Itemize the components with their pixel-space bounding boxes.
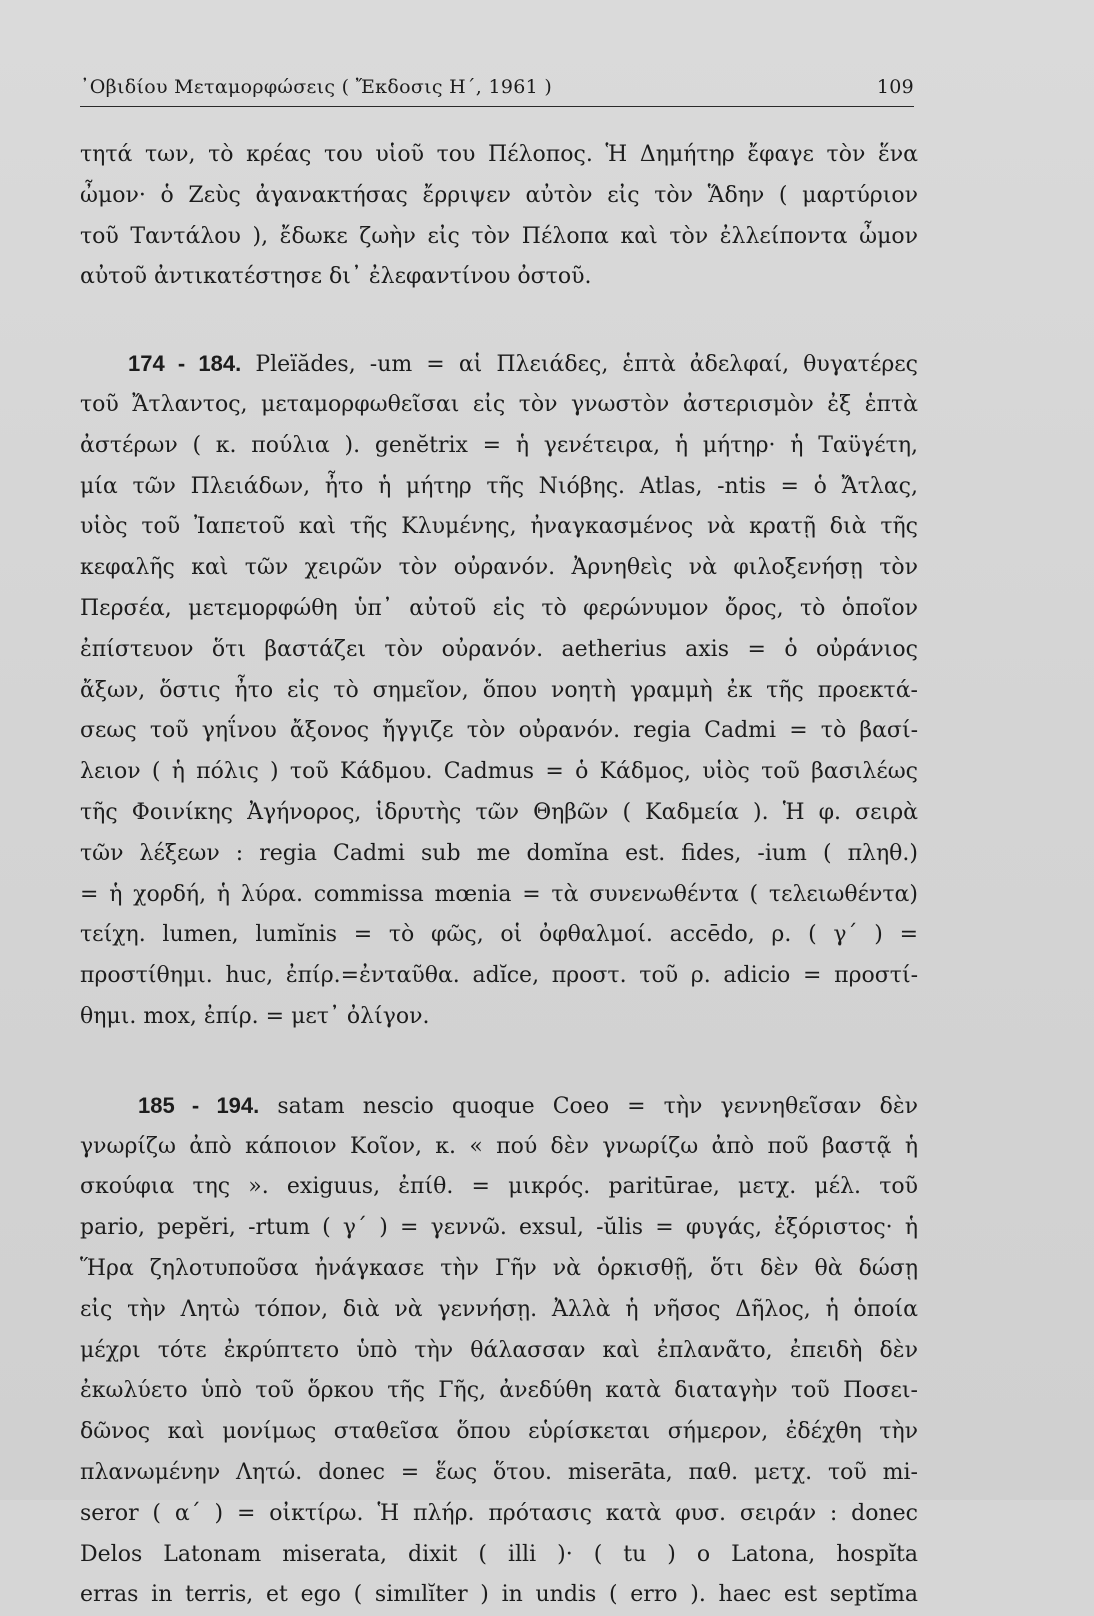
section-first-line bbox=[80, 1086, 918, 1127]
text-line: ἐπίστευον ὅτι βαστάζει τὸν οὐρανόν. aetherius axis = ὁ οὐράνιος bbox=[80, 636, 918, 662]
section-number: 174 - 184. bbox=[128, 351, 242, 377]
text-line: πλανωμένην Λητώ. donec = ἕως ὅτου. miserāta, παθ. μετχ. τοῦ mi- bbox=[80, 1459, 918, 1485]
text-line: τῆς Φοινίκης Ἀγήνορος, ἱδρυτὴς τῶν Θηβῶν ( Καδμεία ). Ἡ φ. σειρὰ bbox=[80, 799, 918, 825]
section-first-line-text: satam nescio quoque Coeo = τὴν γεννηθεῖσαν δὲν bbox=[277, 1093, 918, 1119]
text-line: Delos Latonam miserata, dixit ( illi )· ( tu ) o Latona, hospĭta bbox=[80, 1541, 918, 1567]
section-174-184 bbox=[80, 344, 918, 1038]
text-line: ἄξων, ὅστις ἦτο εἰς τὸ σημεῖον, ὅπου νοητὴ γραμμὴ ἐκ τῆς προεκτά- bbox=[80, 677, 918, 703]
text-line: σεως τοῦ γηΐνου ἄξονος ἤγγιζε τὸν οὐρανόν. regia Cadmi = τὸ βασί- bbox=[80, 718, 918, 744]
intro-paragraph bbox=[80, 135, 918, 298]
text-line: σκούφια της ». exiguus, ἐπίθ. = μικρός. paritūrae, μετχ. μέλ. τοῦ bbox=[80, 1174, 918, 1200]
text-line: δῶνος καὶ μονίμως σταθεῖσα ὅπου εὑρίσκεται σήμερον, ἐδέχθη τὴν bbox=[80, 1419, 918, 1445]
text-line: θημι. mox, ἐπίρ. = μετ᾿ ὀλίγον. bbox=[80, 1003, 430, 1029]
text-line: κεφαλῆς καὶ τῶν χειρῶν τὸν οὐρανόν. Ἀρνηθεὶς νὰ φιλοξενήσῃ τὸν bbox=[80, 555, 918, 581]
section-185-194 bbox=[80, 1086, 918, 1616]
text-line: μία τῶν Πλειάδων, ἦτο ἡ μήτηρ τῆς Νιόβης. Atlas, -ntis = ὁ Ἄτλας, bbox=[80, 473, 918, 499]
text-line: υἱὸς τοῦ Ἰαπετοῦ καὶ τῆς Κλυμένης, ἠναγκασμένος νὰ κρατῇ διὰ τῆς bbox=[80, 514, 918, 540]
text-line: τοῦ Ταντάλου ), ἔδωκε ζωὴν εἰς τὸν Πέλοπα καὶ τὸν ἐλλείποντα ὦμον bbox=[80, 223, 918, 249]
text-line: αὐτοῦ ἀντικατέστησε δι᾿ ἐλεφαντίνου ὀστοῦ. bbox=[80, 264, 592, 290]
section-first-line bbox=[80, 344, 918, 385]
text-line: μέχρι τότε ἐκρύπτετο ὑπὸ τὴν θάλασσαν καὶ ἐπλανᾶτο, ἐπειδὴ δὲν bbox=[80, 1337, 918, 1363]
section-first-line-text: Pleïădes, -um = αἱ Πλειάδες, ἑπτὰ ἀδελφαί, θυγατέρες bbox=[255, 352, 918, 378]
text-line: τείχη. lumen, lumĭnis = τὸ φῶς, οἱ ὀφθαλμοί. accēdo, ρ. ( γ΄ ) = bbox=[80, 922, 918, 948]
text-line: τῶν λέξεων : regia Cadmi sub me domĭna est. fides, -ium ( πληθ.) bbox=[80, 840, 918, 866]
text-line: ἀστέρων ( κ. πούλια ). genĕtrix = ἡ γενέτειρα, ἡ μήτηρ· ἡ Ταϋγέτη, bbox=[80, 432, 918, 458]
text-line: τοῦ Ἄτλαντος, μεταμορφωθεῖσαι εἰς τὸν γνωστὸν ἀστερισμὸν ἐξ ἑπτὰ bbox=[80, 391, 918, 417]
text-line: erras in terris, et ego ( simılĭter ) in undis ( erro ). haec est septĭma bbox=[80, 1582, 918, 1608]
text-line: = ἡ χορδή, ἡ λύρα. commissa mœnia = τὰ συνενωθέντα ( τελειωθέντα) bbox=[80, 881, 918, 907]
text-line: Ἥρα ζηλοτυποῦσα ἠνάγκασε τὴν Γῆν νὰ ὁρκισθῇ, ὅτι δὲν θὰ δώσῃ bbox=[80, 1255, 918, 1281]
text-line: προστίθημι. huc, ἐπίρ.=ἐνταῦθα. adĭce, προστ. τοῦ ρ. adicio = προστί- bbox=[80, 963, 918, 989]
text-line: λειον ( ἡ πόλις ) τοῦ Κάδμου. Cadmus = ὁ Κάδμος, υἱὸς τοῦ βασιλέως bbox=[80, 759, 918, 785]
text-line: ὦμον· ὁ Ζεὺς ἀγανακτήσας ἔρριψεν αὐτὸν εἰς τὸν Ἅδην ( μαρτύριον bbox=[80, 182, 918, 208]
text-line: γνωρίζω ἀπὸ κάποιον Κοῖον, κ. « πού δὲν γνωρίζω ἀπὸ ποῦ βαστᾷ ἡ bbox=[80, 1133, 918, 1159]
running-header bbox=[80, 72, 914, 107]
text-line: Περσέα, μετεμορφώθη ὑπ᾿ αὐτοῦ εἰς τὸ φερώνυμον ὄρος, τὸ ὁποῖον bbox=[80, 595, 918, 621]
page-number: 109 bbox=[876, 76, 914, 98]
text-line: seror ( α΄ ) = οἰκτίρω. Ἡ πλήρ. πρότασις κατὰ φυσ. σειράν : donec bbox=[80, 1500, 918, 1526]
header-title: ᾿Οβιδίου Μεταμορφώσεις ( Ἔκδοσις Η΄, 1961 ) bbox=[80, 76, 553, 98]
text-line: εἰς τὴν Λητὼ τόπον, διὰ νὰ γεννήσῃ. Ἀλλὰ ἡ νῆσος Δῆλος, ἡ ὁποία bbox=[80, 1296, 918, 1322]
body-text bbox=[80, 135, 918, 1616]
text-line: ἐκωλύετο ὑπὸ τοῦ ὅρκου τῆς Γῆς, ἀνεδύθη κατὰ διαταγὴν τοῦ Ποσει- bbox=[80, 1378, 918, 1404]
text-line: pario, pepĕri, -rtum ( γ΄ ) = γεννῶ. exsul, -ŭlis = φυγάς, ἐξόριστος· ἡ bbox=[80, 1215, 918, 1241]
section-number: 185 - 194. bbox=[138, 1092, 260, 1118]
text-line: τητά των, τὸ κρέας του υἱοῦ του Πέλοπος. Ἡ Δημήτηρ ἔφαγε τὸν ἕνα bbox=[80, 142, 918, 167]
